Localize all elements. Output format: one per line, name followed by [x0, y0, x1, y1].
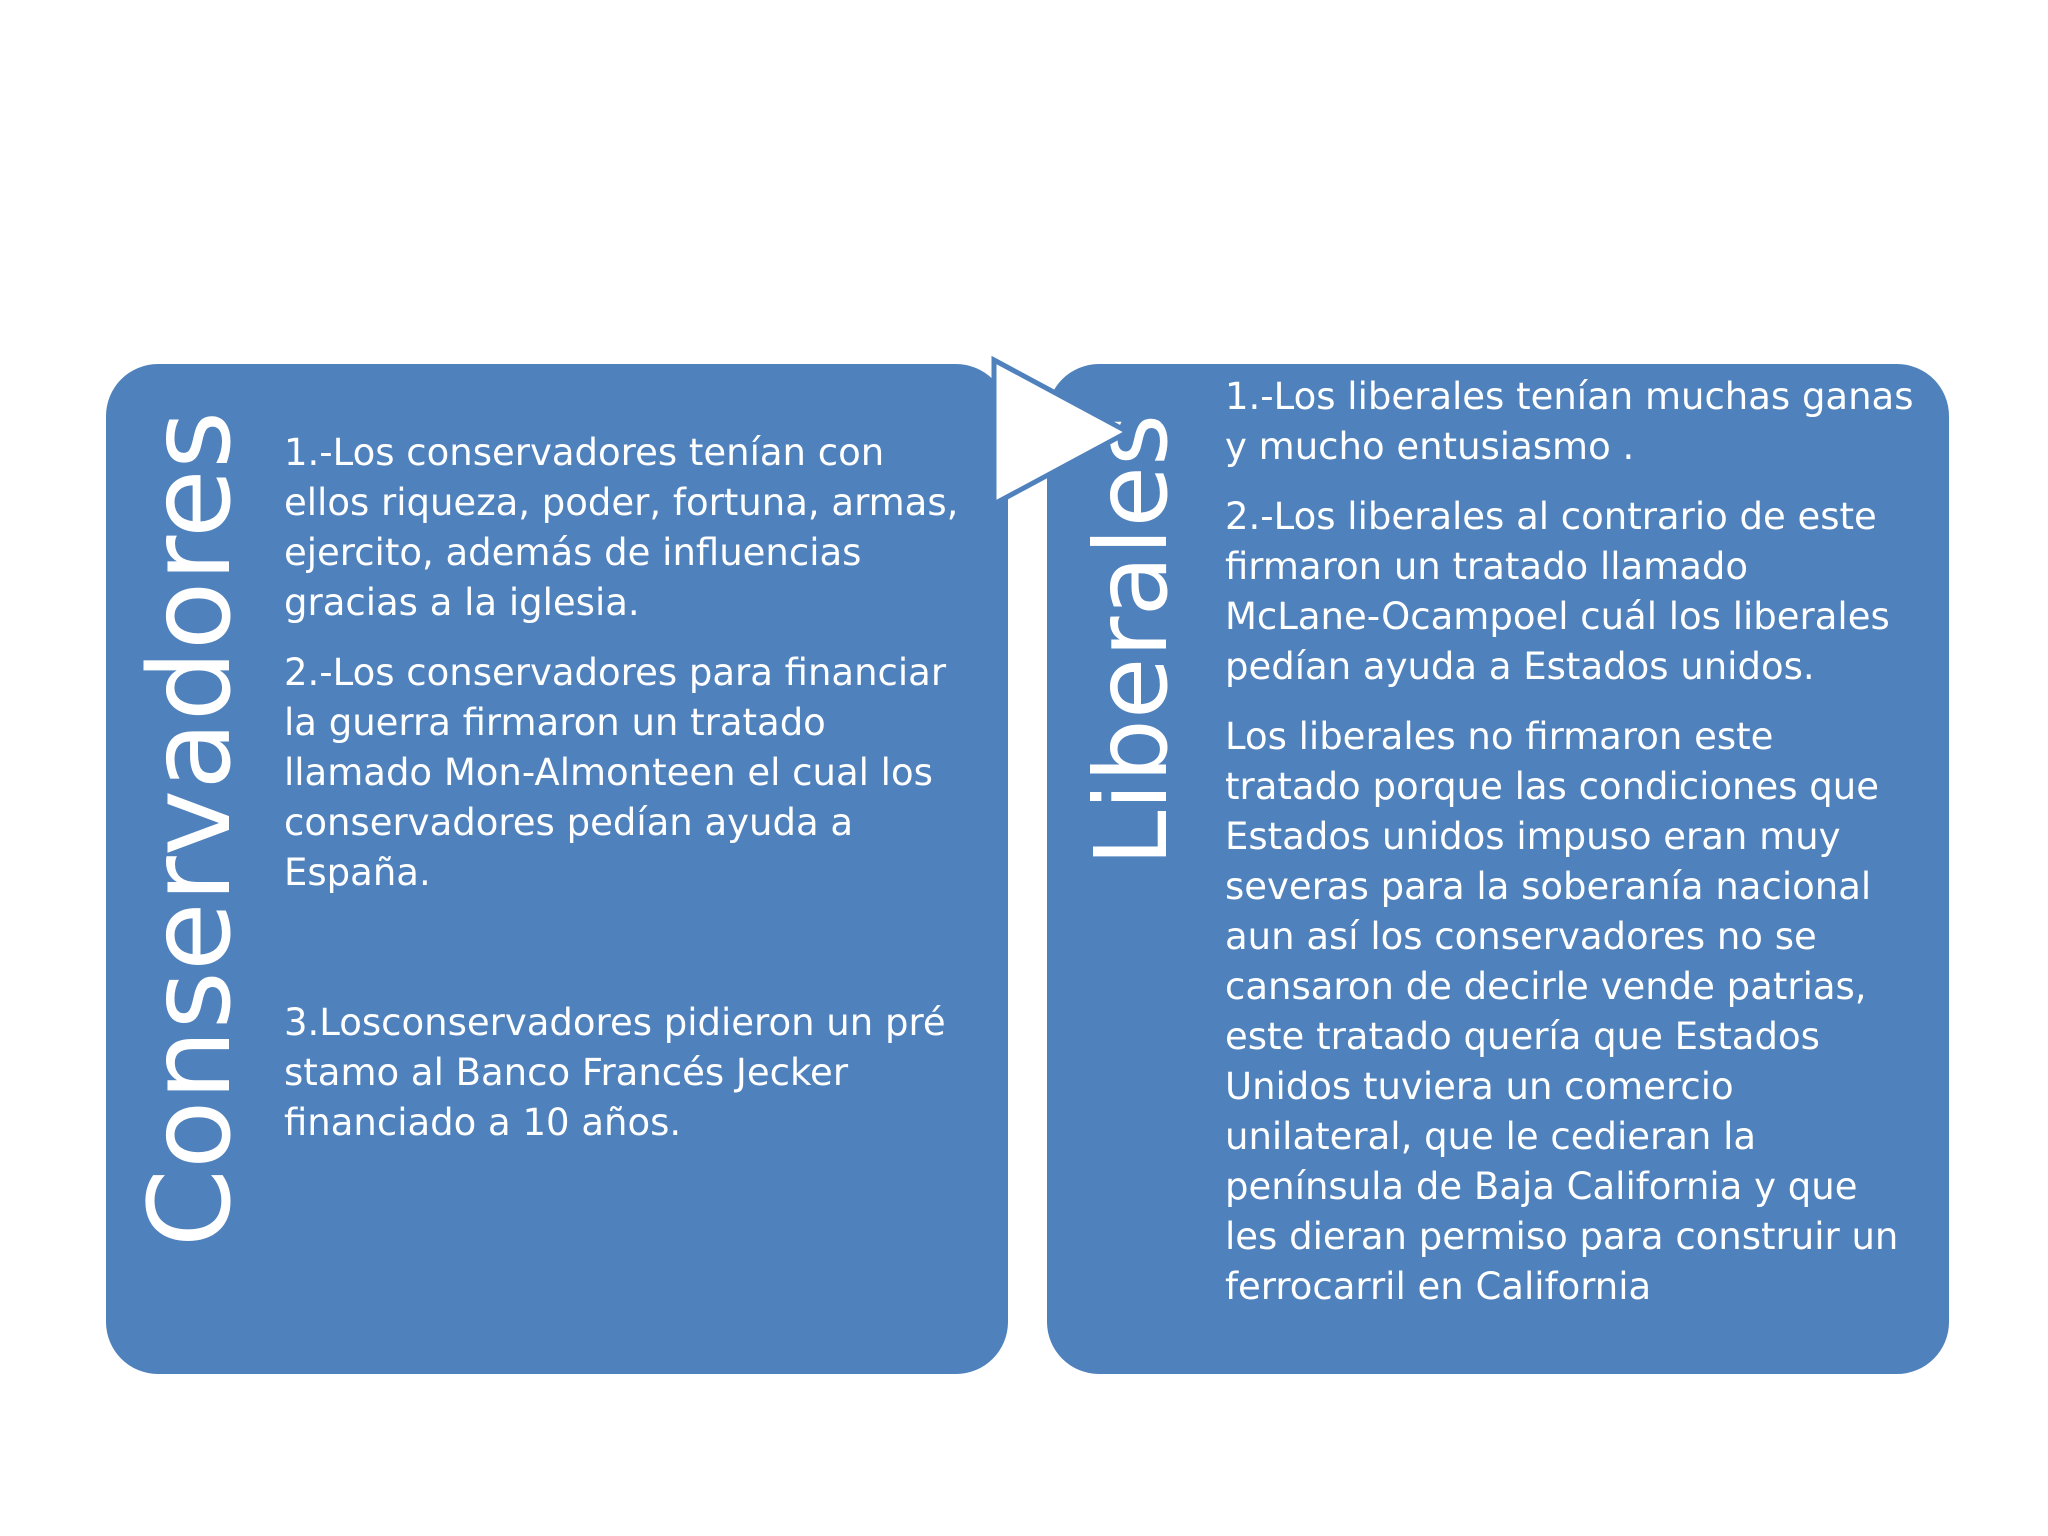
- conservadores-content: [284, 428, 974, 1168]
- conservadores-panel: [106, 364, 1008, 1374]
- liberales-point-3: Los liberales no firmaron este tratado porque las condiciones que Estados unidos impuso eran muy severas para la soberanía nacional aun así los conservadores no se cansaron de decirle vende patrias, este tratado quería que Estados Unidos tuviera un comercio unilateral, que le cedieran la península de Baja California y que les dieran permiso para construir un ferrocarril en California: [1225, 715, 1899, 1308]
- conservadores-title: Conservadores: [126, 410, 256, 1248]
- conservadores-point-1: 1.-Los conservadores tenían con ellos riqueza, poder, fortuna, armas, ejercito, además de influencias gracias a la iglesia.: [284, 431, 959, 624]
- conservadores-title-area: [106, 364, 276, 1374]
- arrow-shape: [994, 360, 1128, 504]
- liberales-title-area: [1047, 364, 1217, 1374]
- liberales-content: [1225, 372, 1915, 1332]
- conservadores-point-2: 2.-Los conservadores para financiar la guerra firmaron un tratado llamado Mon-Almonteen el cual los conservadores pedían ayuda a España.: [284, 651, 947, 894]
- liberales-title: Liberales: [1073, 413, 1190, 867]
- chevron-right-icon: [990, 356, 1134, 508]
- liberales-panel: [1047, 364, 1949, 1374]
- conservadores-point-3: 3.Losconservadores pidieron un pré stamo al Banco Francés Jecker financiado a 10 años.: [284, 1001, 946, 1144]
- liberales-point-2: 2.-Los liberales al contrario de este firmaron un tratado llamado McLane-Ocampoel cuál los liberales pedían ayuda a Estados unidos.: [1225, 495, 1890, 688]
- liberales-point-1: 1.-Los liberales tenían muchas ganas y mucho entusiasmo .: [1225, 375, 1914, 468]
